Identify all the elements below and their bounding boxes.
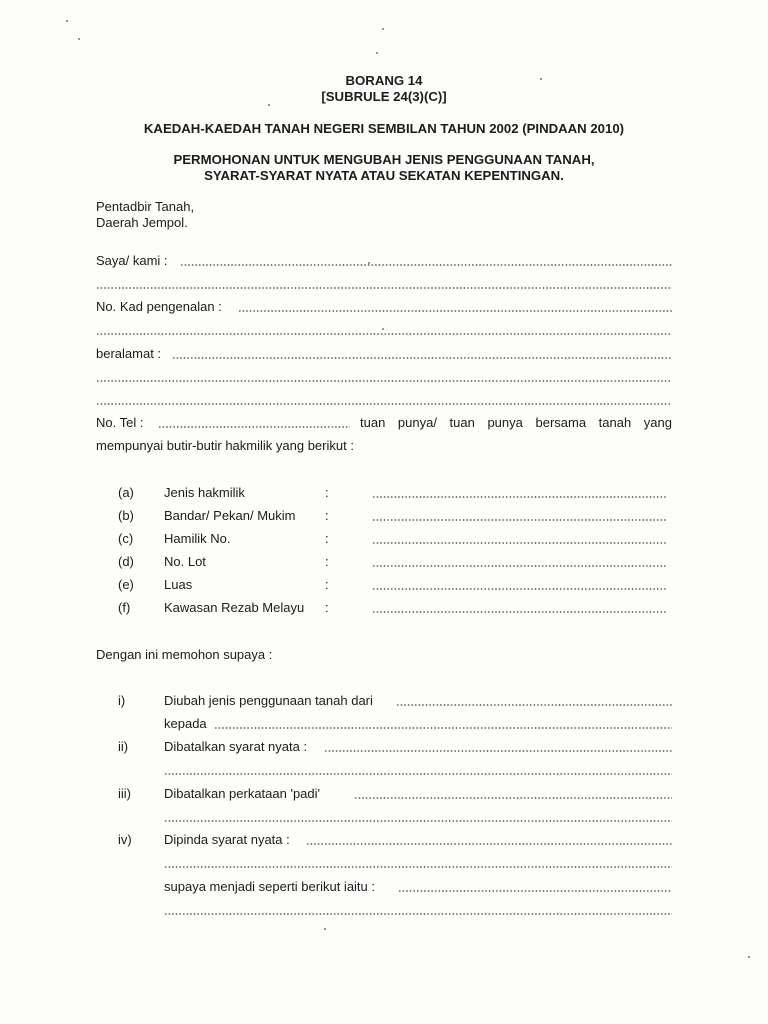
request-marker: i) — [118, 693, 126, 708]
addressee-line-1: Pentadbir Tanah, — [96, 199, 195, 214]
request-text: Diubah jenis penggunaan tanah dari — [164, 693, 373, 708]
scan-speck — [66, 20, 68, 22]
title-type-field[interactable] — [372, 496, 666, 498]
particular-separator: : — [325, 508, 329, 523]
name-label: Saya/ kami : — [96, 253, 168, 268]
form-number: BORANG 14 — [345, 73, 423, 88]
scan-speck — [324, 928, 326, 930]
ic-label: No. Kad pengenalan : — [96, 299, 222, 314]
malay-reserve-field[interactable] — [372, 611, 666, 613]
particular-label: Jenis hakmilik — [164, 485, 245, 500]
town-mukim-field[interactable] — [372, 519, 666, 521]
scan-speck — [78, 38, 80, 40]
particular-label: Kawasan Rezab Melayu — [164, 600, 305, 615]
particular-separator: : — [325, 600, 329, 615]
particular-separator: : — [325, 554, 329, 569]
particular-label: Luas — [164, 577, 193, 592]
addressee-line-2: Daerah Jempol. — [96, 215, 188, 230]
ownership-text: tuan punya/ tuan punya bersama tanah yang — [360, 415, 672, 430]
particular-label: Hamilik No. — [164, 531, 231, 546]
particular-marker: (c) — [118, 531, 134, 546]
amended-condition-field-continued[interactable] — [164, 913, 672, 915]
particular-separator: : — [325, 577, 329, 592]
cancel-padi-field-continued[interactable] — [164, 820, 672, 822]
request-text-continued: kepada — [164, 716, 207, 731]
address-label: beralamat : — [96, 346, 162, 361]
amend-condition-field-continued[interactable] — [164, 866, 672, 868]
scan-speck — [368, 262, 370, 264]
current-land-use-field[interactable] — [396, 704, 672, 706]
request-marker: iv) — [118, 832, 132, 847]
ic-number-field[interactable] — [238, 310, 672, 312]
particular-separator: : — [325, 485, 329, 500]
particular-marker: (d) — [118, 554, 134, 569]
area-field[interactable] — [372, 588, 666, 590]
particular-marker: (a) — [118, 485, 134, 500]
regulation-title: KAEDAH-KAEDAH TANAH NEGERI SEMBILAN TAHUN 2002 (PINDAAN 2010) — [143, 121, 625, 136]
request-intro: Dengan ini memohon supaya : — [96, 647, 273, 662]
particular-label: Bandar/ Pekan/ Mukim — [164, 508, 296, 523]
ownership-text-continued: mempunyai butir-butir hakmilik yang berikut : — [96, 438, 354, 453]
request-text: Dipinda syarat nyata : — [164, 832, 290, 847]
new-land-use-field[interactable] — [214, 727, 672, 729]
amended-condition-field[interactable] — [398, 890, 672, 892]
cancel-padi-field[interactable] — [354, 797, 672, 799]
name-field-continued[interactable] — [96, 287, 672, 289]
ic-number-field-continued[interactable] — [96, 333, 672, 335]
particular-marker: (b) — [118, 508, 134, 523]
request-text: Dibatalkan syarat nyata : — [164, 739, 308, 754]
particular-label: No. Lot — [164, 554, 206, 569]
title-number-field[interactable] — [372, 542, 666, 544]
scan-speck — [376, 52, 378, 54]
cancel-condition-field-continued[interactable] — [164, 773, 672, 775]
scan-speck — [382, 328, 384, 330]
name-field[interactable] — [180, 264, 672, 266]
request-text-continued: supaya menjadi seperti berikut iaitu : — [164, 879, 376, 894]
tel-field[interactable] — [158, 426, 350, 428]
form-title-line-1: PERMOHONAN UNTUK MENGUBAH JENIS PENGGUNAAN TANAH, — [173, 152, 595, 167]
particular-separator: : — [325, 531, 329, 546]
tel-label: No. Tel : — [96, 415, 144, 430]
particular-marker: (e) — [118, 577, 134, 592]
particular-marker: (f) — [118, 600, 131, 615]
lot-number-field[interactable] — [372, 565, 666, 567]
cancel-condition-field[interactable] — [324, 750, 672, 752]
scan-speck — [268, 104, 270, 106]
scan-speck — [540, 78, 542, 80]
request-marker: ii) — [118, 739, 129, 754]
request-text: Dibatalkan perkataan 'padi' — [164, 786, 321, 801]
scan-speck — [748, 956, 750, 958]
scan-speck — [382, 28, 384, 30]
form-title-line-2: SYARAT-SYARAT NYATA ATAU SEKATAN KEPENTINGAN. — [204, 168, 564, 183]
request-marker: iii) — [118, 786, 131, 801]
address-field[interactable] — [172, 357, 672, 359]
amend-condition-field[interactable] — [306, 843, 672, 845]
subrule-reference: [SUBRULE 24(3)(C)] — [321, 89, 447, 104]
address-field-line-2[interactable] — [96, 380, 672, 382]
address-field-line-3[interactable] — [96, 403, 672, 405]
